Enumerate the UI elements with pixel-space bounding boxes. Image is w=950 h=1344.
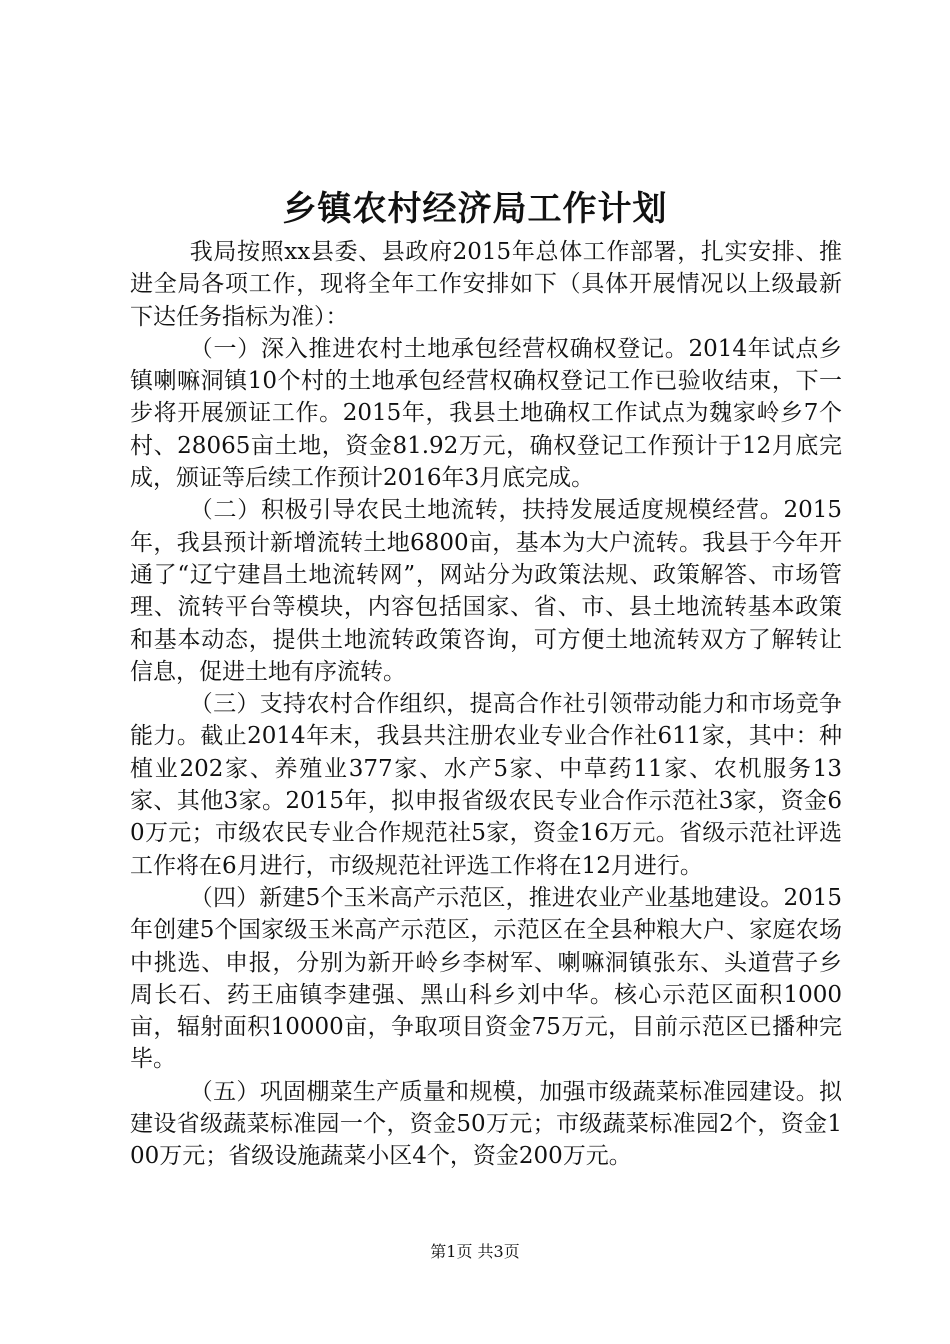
paragraph-section-1: （一）深入推进农村土地承包经营权确权登记。2014年试点乡镇喇嘛洞镇10个村的土地承包经营权确权登记工作已验收结束，下一步将开展颁证工作。2015年，我县土地确权工作试点为魏家岭乡7个村、28065亩土地，资金81.92万元，确权登记工作预计于12月底完成，颁证等后续工作预计2016年3月底完成。 — [130, 335, 842, 492]
paragraph-intro: 我局按照xx县委、县政府2015年总体工作部署，扎实安排、推进全局各项工作，现将全年工作安排如下（具体开展情况以上级最新下达任务指标为准）： — [130, 239, 842, 330]
document-body — [130, 236, 842, 1173]
document-title: 乡镇农村经济局工作计划 — [282, 189, 668, 229]
paragraph-section-5: （五）巩固棚菜生产质量和规模，加强市级蔬菜标准园建设。拟建设省级蔬菜标准园一个，资金50万元；市级蔬菜标准园2个，资金100万元；省级设施蔬菜小区4个，资金200万元。 — [130, 1078, 842, 1170]
paragraph-section-3: （三）支持农村合作组织，提高合作社引领带动能力和市场竞争能力。截止2014年末，我县共注册农业专业合作社611家，其中：种植业202家、养殖业377家、水产5家、中草药11家、农机服务13家、其他3家。2015年，拟申报省级农民专业合作示范社3家，资金60万元；市级农民专业合作规范社5家，资金16万元。省级示范社评选工作将在6月进行，市级规范社评选工作将在12月进行。 — [130, 691, 842, 879]
page-number-footer: 第1页 共3页 — [430, 1242, 520, 1261]
paragraph-section-4: （四）新建5个玉米高产示范区，推进农业产业基地建设。2015年创建5个国家级玉米高产示范区，示范区在全县种粮大户、家庭农场中挑选、申报，分别为新开岭乡李树军、喇嘛洞镇张东、头道营子乡周长石、药王庙镇李建强、黑山科乡刘中华。核心示范区面积1000亩，辐射面积10000亩，争取项目资金75万元，目前示范区已播种完毕。 — [130, 884, 842, 1073]
paragraph-section-2: （二）积极引导农民土地流转，扶持发展适度规模经营。2015年，我县预计新增流转土地6800亩，基本为大户流转。我县于今年开通了“辽宁建昌土地流转网”，网站分为政策法规、政策解答、市场管理、流转平台等模块，内容包括国家、省、市、县土地流转基本政策和基本动态，提供土地流转政策咨询，可方便土地流转双方了解转让信息，促进土地有序流转。 — [130, 497, 842, 685]
